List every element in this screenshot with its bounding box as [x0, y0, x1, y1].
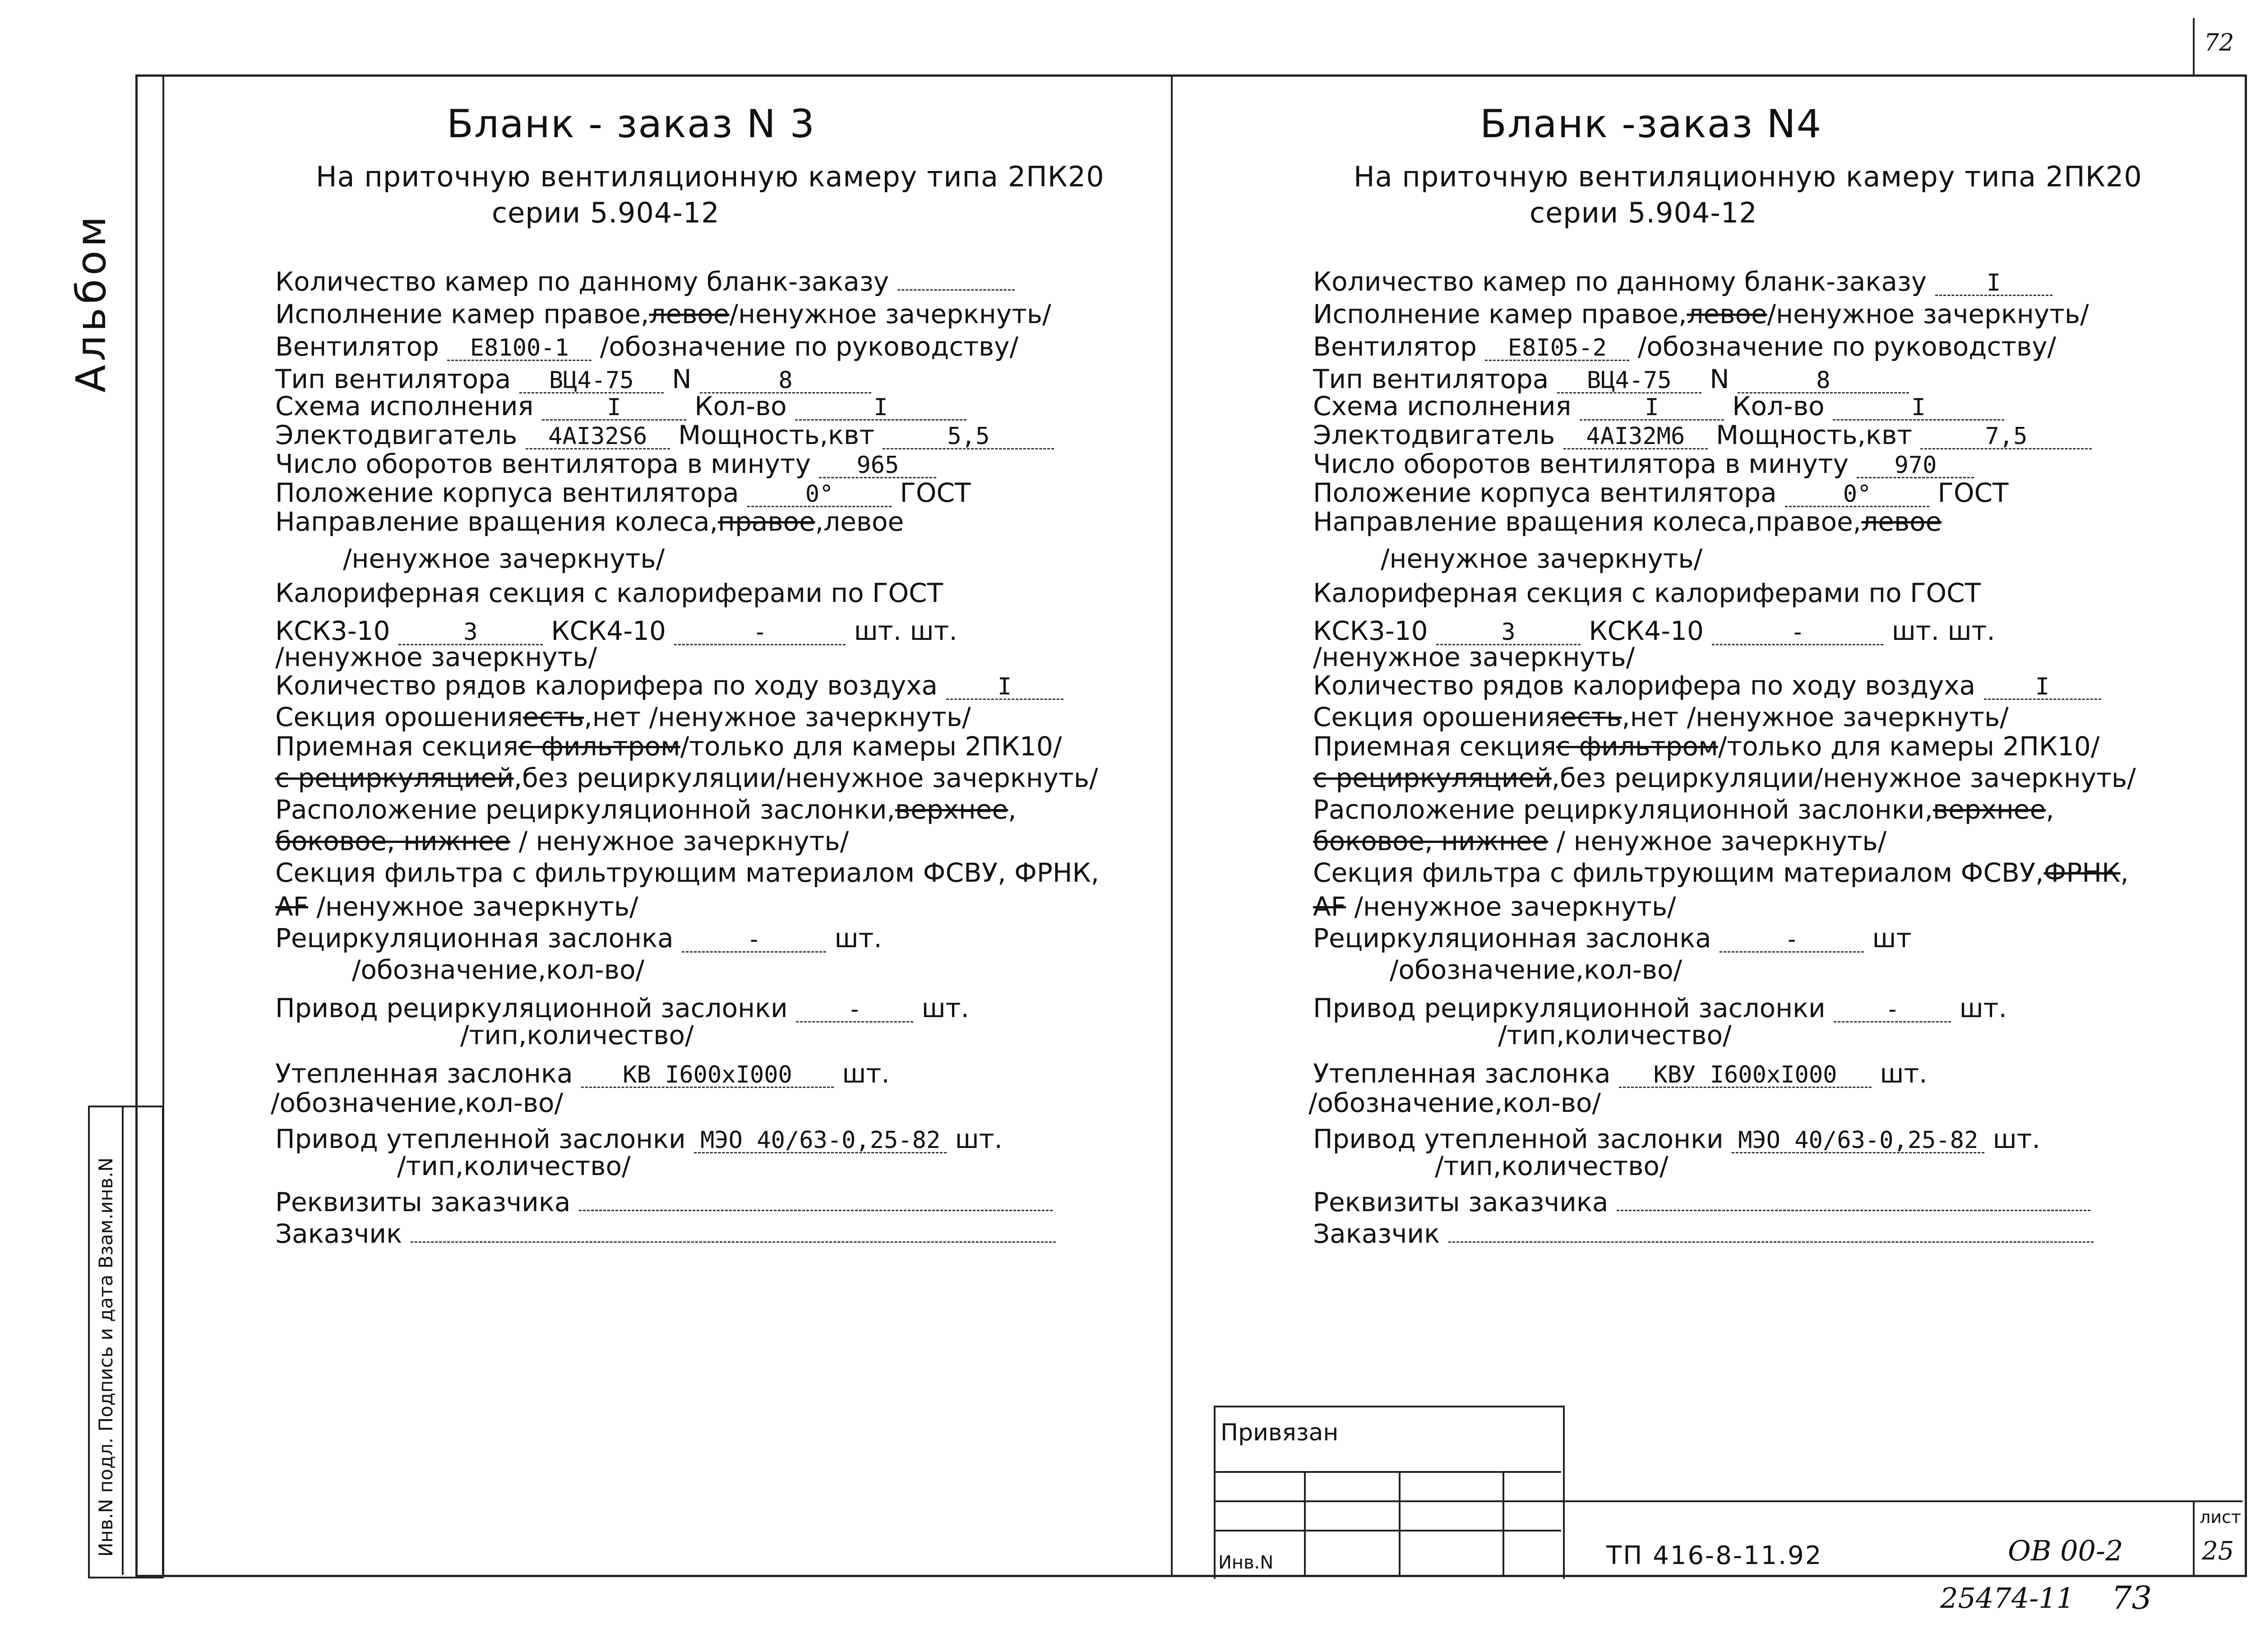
- blank-field: Е8100-1: [447, 336, 592, 361]
- line-text: /только для камеры 2ПК10/: [1718, 731, 2100, 762]
- field-label: Утепленная заслонка: [1313, 1058, 1619, 1089]
- form-line: [1313, 828, 1886, 854]
- form-line: [1313, 1060, 1928, 1088]
- form-line: [1313, 857, 2129, 888]
- form-line: [275, 893, 638, 920]
- line-text: ,нет /ненужное зачеркнуть/: [584, 702, 971, 732]
- form-line: [1498, 1022, 1732, 1048]
- stamp-vline-1: [1304, 1471, 1306, 1577]
- form-line: [1313, 422, 2092, 449]
- field-label: Вентилятор: [1313, 331, 1485, 362]
- form-line: [275, 1060, 890, 1088]
- field-label: Число оборотов вентилятора в минуту: [275, 449, 819, 479]
- field-label: Кол-во: [686, 391, 795, 421]
- line-text: шт.: [1883, 615, 1940, 646]
- form-line: [275, 796, 1017, 823]
- form-line: [271, 1087, 563, 1118]
- line-text: ГОСТ: [1929, 477, 2009, 508]
- line-text: шт.: [846, 615, 902, 646]
- top-border: [135, 74, 2242, 76]
- form-line: [275, 451, 936, 478]
- field-label: Привод рециркуляционной заслонки: [1313, 993, 1834, 1023]
- line-text: шт.: [826, 923, 882, 953]
- form-line: [1313, 333, 2056, 361]
- side-stamp-line: [122, 1106, 124, 1575]
- form-line: [1313, 301, 2089, 327]
- blank-field: [411, 1241, 1056, 1243]
- field-label: КСК3-10: [1313, 615, 1436, 646]
- line-text: ,: [1008, 794, 1017, 825]
- struck-option: АF: [1313, 891, 1346, 922]
- form-line: [1313, 580, 1981, 606]
- form-line: [275, 672, 1063, 700]
- struck-option: правое: [718, 506, 815, 537]
- center-divider: [1171, 74, 1173, 1577]
- form-line: [1313, 765, 2136, 791]
- form-line: [1390, 954, 1682, 985]
- line-text: шт.: [947, 1124, 1003, 1154]
- line-text: /ненужное зачеркнуть/: [308, 891, 638, 922]
- line-text: ,нет /ненужное зачеркнуть/: [1622, 702, 2009, 732]
- title-block-top: [1561, 1500, 2242, 1502]
- title-block-sheet-div: [2193, 1500, 2195, 1577]
- line-text: /только для камеры 2ПК10/: [680, 731, 1062, 762]
- field-label: Количество рядов калорифера по ходу воздуха: [275, 670, 946, 701]
- inv-label: Инв.N: [1218, 1552, 1274, 1573]
- right-subtitle-1: На приточную вентиляционную камеру типа 2ПК20: [1354, 160, 2142, 193]
- line-text: Приемная секция: [275, 731, 519, 762]
- field-label: Мощность,квт: [670, 420, 883, 450]
- line-text: шт.: [833, 1058, 890, 1089]
- line-text: /ненужное зачеркнуть/: [1313, 642, 1635, 672]
- form-line: [1308, 1087, 1601, 1118]
- line-text: /обозначение по руководству/: [592, 331, 1019, 362]
- field-label: КСК3-10: [275, 615, 398, 646]
- form-line: [275, 393, 966, 421]
- line-text: /тип,количество/: [460, 1020, 694, 1050]
- left-subtitle-2: серии 5.904-12: [492, 196, 720, 229]
- struck-option: ФРНК: [2043, 857, 2121, 888]
- line-text: /ненужное зачеркнуть/: [729, 299, 1051, 329]
- line-text: / ненужное зачеркнуть/: [510, 826, 849, 856]
- line-text: Направление вращения колеса,: [275, 506, 718, 537]
- right-title: Бланк -заказ N4: [1480, 102, 1822, 147]
- field-label: Тип вентилятора: [1313, 364, 1557, 394]
- bottom-code: 25474-11: [1940, 1582, 2075, 1615]
- line-text: шт.: [1951, 993, 2007, 1023]
- form-line: [1313, 644, 1635, 670]
- line-text: Секция орошения: [275, 702, 523, 732]
- blank-field: ВЦ4-75: [519, 369, 664, 393]
- line-text: /обозначение,кол-во/: [271, 1087, 563, 1118]
- field-label: КСК4-10: [542, 615, 675, 646]
- struck-option: с фильтром: [1556, 731, 1718, 762]
- sheet-number: 25: [2202, 1536, 2234, 1566]
- sheet-label: лист: [2200, 1507, 2242, 1527]
- form-line: [275, 828, 849, 854]
- line-text: / ненужное зачеркнуть/: [1548, 826, 1887, 856]
- line-text: Расположение рециркуляционной заслонки,: [275, 794, 895, 825]
- line-text: Исполнение камер правое,: [275, 299, 649, 329]
- stamp-vline-2: [1399, 1471, 1401, 1577]
- line-text: ,без рециркуляции/ненужное зачеркнуть/: [1551, 763, 2136, 793]
- form-line: [1313, 672, 2101, 700]
- line-text: Калориферная секция с калориферами по ГОСТ: [275, 578, 943, 608]
- line-text: /ненужное зачеркнуть/: [343, 543, 665, 574]
- right-subtitle-2: серии 5.904-12: [1530, 196, 1757, 229]
- bottom-page: 73: [2112, 1579, 2152, 1616]
- field-label: Мощность,квт: [1707, 420, 1921, 450]
- form-line: [1381, 543, 1703, 574]
- line-text: /ненужное зачеркнуть/: [1346, 891, 1676, 922]
- blank-field: I: [946, 675, 1063, 700]
- struck-option: боковое, нижнее: [275, 826, 511, 856]
- field-label: N: [663, 364, 700, 394]
- field-label: N: [1701, 364, 1738, 394]
- form-line: [275, 268, 1015, 295]
- blank-field: I: [1580, 396, 1724, 421]
- form-line: [275, 995, 969, 1023]
- form-line: [1313, 704, 2009, 730]
- struck-option: с фильтром: [518, 731, 680, 762]
- form-line: [1313, 366, 1909, 393]
- form-line: [1313, 796, 2054, 823]
- struck-option: левое: [649, 299, 730, 329]
- field-label: Утепленная заслонка: [275, 1058, 581, 1089]
- line-text: шт.: [1984, 1124, 2040, 1154]
- form-line: [1313, 615, 1995, 646]
- field-label: Схема исполнения: [275, 391, 542, 421]
- line-text: Исполнение камер правое,: [1313, 299, 1687, 329]
- form-line: [1313, 393, 2004, 421]
- form-line: [352, 954, 644, 985]
- blank-field: 0°: [1785, 482, 1929, 507]
- blank-field: -: [796, 998, 913, 1023]
- line-text: /ненужное зачеркнуть/: [1767, 299, 2089, 329]
- line-text: ГОСТ: [892, 477, 971, 508]
- field-label: Привод утепленной заслонки: [1313, 1124, 1732, 1154]
- stamp-line-3: [1214, 1530, 1561, 1532]
- line-text: Секция орошения: [1313, 702, 1561, 732]
- blank-field: [1448, 1241, 2094, 1243]
- line-text: шт: [1864, 923, 1912, 953]
- form-line: [275, 477, 971, 508]
- line-text: ,левое: [815, 506, 904, 537]
- blank-field: I: [542, 396, 686, 421]
- line-text: шт.: [1939, 615, 1995, 646]
- form-line: [397, 1153, 631, 1179]
- form-line: [275, 1189, 1053, 1215]
- blank-field: I: [1935, 271, 2053, 296]
- form-line: [1313, 925, 1911, 953]
- blank-field: 8: [700, 369, 871, 393]
- side-stamp-text: Инв.N подл. Подпись и дата Взам.инв.N: [95, 1157, 117, 1557]
- field-label: Положение корпуса вентилятора: [1313, 477, 1785, 508]
- form-line: [275, 333, 1018, 361]
- blank-field: 970: [1857, 453, 1974, 478]
- field-label: Положение корпуса вентилятора: [275, 477, 748, 508]
- form-line: [275, 422, 1054, 449]
- field-label: Электодвигатель: [275, 420, 526, 450]
- form-line: [1313, 893, 1676, 920]
- form-line: [1313, 268, 2053, 296]
- line-text: /тип,количество/: [1435, 1151, 1669, 1181]
- form-line: [275, 615, 957, 646]
- line-text: /тип,количество/: [397, 1151, 631, 1181]
- line-text: ,: [2120, 857, 2129, 888]
- struck-option: есть: [522, 702, 584, 732]
- line-text: Приемная секция: [1313, 731, 1557, 762]
- field-label: Вентилятор: [275, 331, 448, 362]
- line-text: /обозначение,кол-во/: [1390, 954, 1682, 985]
- privyazan-label: Привязан: [1220, 1419, 1339, 1446]
- field-label: Заказчик: [1313, 1218, 1448, 1249]
- form-line: [275, 366, 871, 393]
- blank-field: ВЦ4-75: [1557, 369, 1701, 393]
- line-text: /тип,количество/: [1498, 1020, 1732, 1050]
- blank-field: -: [674, 620, 846, 645]
- form-line: [275, 644, 597, 670]
- struck-option: боковое, нижнее: [1313, 826, 1549, 856]
- form-line: [275, 857, 1100, 888]
- line-text: Калориферная секция с калориферами по ГОСТ: [1313, 578, 1981, 608]
- form-line: [1313, 451, 1974, 478]
- field-label: Реквизиты заказчика: [275, 1187, 579, 1217]
- form-line: [275, 704, 971, 730]
- field-label: Заказчик: [275, 1218, 411, 1249]
- doc-code: ТП 416-8-11.92: [1606, 1541, 1823, 1570]
- blank-field: Е8I05-2: [1485, 336, 1629, 361]
- field-label: Рециркуляционная заслонка: [1313, 923, 1720, 953]
- blank-field: -: [682, 928, 826, 953]
- field-label: Рециркуляционная заслонка: [275, 923, 682, 953]
- stamp-vline-3: [1502, 1471, 1504, 1577]
- form-line: [275, 1126, 1003, 1153]
- struck-option: есть: [1560, 702, 1622, 732]
- form-line: [1313, 1126, 2040, 1153]
- form-line: [275, 925, 882, 953]
- field-label: КСК4-10: [1580, 615, 1712, 646]
- blank-field: МЭО 40/63-0,25-82: [694, 1129, 947, 1153]
- stamp-line-2: [1214, 1500, 1561, 1502]
- field-label: Кол-во: [1724, 391, 1833, 421]
- line-text: шт.: [1871, 1058, 1928, 1089]
- form-line: [1313, 731, 2100, 762]
- blank-field: 965: [819, 453, 936, 478]
- line-text: /обозначение по руководству/: [1629, 331, 2057, 362]
- line-text: ,: [2046, 794, 2054, 825]
- left-title: Бланк - заказ N 3: [447, 102, 816, 147]
- blank-field: 5,5: [883, 425, 1054, 449]
- field-label: Схема исполнения: [1313, 391, 1580, 421]
- struck-option: левое: [1687, 299, 1767, 329]
- blank-field: -: [1834, 998, 1951, 1023]
- field-label: Электодвигатель: [1313, 420, 1563, 450]
- form-line: [1313, 1189, 2090, 1215]
- blank-field: 4АI32S6: [526, 425, 670, 449]
- blank-field: КВ I600хI000: [581, 1063, 834, 1088]
- form-line: [275, 580, 943, 606]
- sheet-code: ОВ 00-2: [2008, 1534, 2123, 1567]
- field-label: Привод утепленной заслонки: [275, 1124, 694, 1154]
- line-text: /ненужное зачеркнуть/: [275, 642, 597, 672]
- line-text: Направление вращения колеса,правое,: [1313, 506, 1862, 537]
- field-label: Количество камер по данному бланк-заказу: [275, 266, 897, 297]
- blank-field: 8: [1738, 369, 1909, 393]
- struck-option: левое: [1861, 506, 1942, 537]
- line-text: /обозначение,кол-во/: [1308, 1087, 1601, 1118]
- blank-field: -: [1712, 620, 1883, 645]
- form-line: [1313, 1218, 2094, 1249]
- blank-field: [1617, 1210, 2090, 1211]
- line-text: Секция фильтра с фильтрующим материалом ФСВУ, ФРНК,: [275, 857, 1100, 888]
- field-label: Привод рециркуляционной заслонки: [275, 993, 796, 1023]
- form-line: [343, 543, 665, 574]
- field-label: Реквизиты заказчика: [1313, 1187, 1617, 1217]
- form-line: [1435, 1153, 1669, 1179]
- line-text: /обозначение,кол-во/: [352, 954, 644, 985]
- struck-option: АF: [275, 891, 309, 922]
- stamp-line-1: [1214, 1471, 1561, 1473]
- left-subtitle-1: На приточную вентиляционную камеру типа 2ПК20: [316, 160, 1105, 193]
- struck-option: с рециркуляцией: [1313, 763, 1552, 793]
- line-text: ,без рециркуляции/ненужное зачеркнуть/: [513, 763, 1098, 793]
- blank-field: I: [1984, 675, 2101, 700]
- form-line: [275, 765, 1098, 791]
- form-line: [275, 506, 904, 537]
- blank-field: I: [1833, 396, 2004, 421]
- line-text: Секция фильтра с фильтрующим материалом ФСВУ,: [1313, 857, 2044, 888]
- album-label: Альбом: [68, 213, 115, 393]
- form-line: [275, 1218, 1056, 1249]
- form-line: [1313, 506, 1942, 537]
- form-line: [275, 301, 1051, 327]
- field-label: Число оборотов вентилятора в минуту: [1313, 449, 1857, 479]
- blank-field: 3: [1436, 620, 1581, 645]
- struck-option: верхнее: [1932, 794, 2046, 825]
- struck-option: верхнее: [895, 794, 1008, 825]
- blank-field: [897, 289, 1015, 291]
- form-line: [275, 731, 1062, 762]
- form-line: [1313, 477, 2009, 508]
- form-line: [1313, 995, 2007, 1023]
- field-label: Тип вентилятора: [275, 364, 519, 394]
- field-label: Количество рядов калорифера по ходу воздуха: [1313, 670, 1984, 701]
- blank-field: 3: [398, 620, 543, 645]
- line-text: шт.: [901, 615, 957, 646]
- line-text: шт.: [913, 993, 969, 1023]
- form-line: [460, 1022, 694, 1048]
- blank-field: КВУ I600хI000: [1619, 1063, 1872, 1088]
- struck-option: с рециркуляцией: [275, 763, 514, 793]
- blank-field: 7,5: [1920, 425, 2092, 449]
- page-number-top: 72: [2204, 29, 2234, 56]
- blank-field: 0°: [747, 482, 892, 507]
- blank-field: 4АI32М6: [1563, 425, 1708, 449]
- blank-field: -: [1720, 928, 1864, 953]
- field-label: Количество камер по данному бланк-заказу: [1313, 266, 1935, 297]
- line-text: /ненужное зачеркнуть/: [1381, 543, 1703, 574]
- line-text: Расположение рециркуляционной заслонки,: [1313, 794, 1933, 825]
- blank-field: I: [795, 396, 966, 421]
- blank-field: МЭО 40/63-0,25-82: [1732, 1129, 1984, 1153]
- blank-field: [579, 1210, 1053, 1211]
